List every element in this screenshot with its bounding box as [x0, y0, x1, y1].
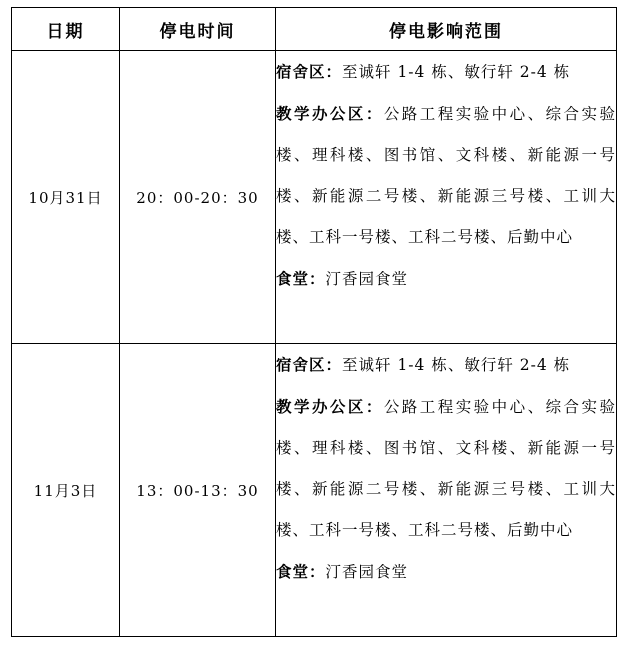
office-value: 公路工程实验中心、综合实验楼、理科楼、图书馆、文科楼、新能源一号楼、新能源二号楼、新能源三号楼、工训大楼、工科一号楼、工科二号楼、后勤中心 — [276, 105, 616, 246]
canteen-value: 汀香园食堂 — [325, 270, 409, 288]
dorm-line — [276, 51, 616, 93]
dorm-value: 至诚轩 1-4 栋、敏行轩 2-4 栋 — [342, 63, 571, 81]
time-cell: 20：00-20：30 — [120, 51, 276, 344]
canteen-line — [276, 551, 616, 593]
dorm-label: 宿舍区： — [276, 355, 343, 374]
dorm-label: 宿舍区： — [276, 62, 343, 81]
office-label: 教学办公区： — [276, 397, 384, 416]
scope-cell — [276, 344, 617, 637]
office-value: 公路工程实验中心、综合实验楼、理科楼、图书馆、文科楼、新能源一号楼、新能源二号楼、新能源三号楼、工训大楼、工科一号楼、工科二号楼、后勤中心 — [276, 398, 616, 539]
canteen-value: 汀香园食堂 — [325, 563, 409, 581]
header-date: 日期 — [12, 8, 120, 51]
dorm-line — [276, 344, 616, 386]
date-cell: 11月3日 — [12, 344, 120, 637]
time-cell: 13：00-13：30 — [120, 344, 276, 637]
canteen-line — [276, 258, 616, 300]
header-row — [12, 8, 617, 51]
header-scope: 停电影响范围 — [276, 8, 617, 51]
header-time: 停电时间 — [120, 8, 276, 51]
office-label: 教学办公区： — [276, 104, 384, 123]
power-outage-table — [11, 7, 617, 637]
office-line — [276, 386, 616, 551]
canteen-label: 食堂： — [276, 269, 326, 288]
canteen-label: 食堂： — [276, 562, 326, 581]
dorm-value: 至诚轩 1-4 栋、敏行轩 2-4 栋 — [342, 356, 571, 374]
table-row — [12, 51, 617, 344]
office-line — [276, 93, 616, 258]
table-row — [12, 344, 617, 637]
scope-cell — [276, 51, 617, 344]
date-cell: 10月31日 — [12, 51, 120, 344]
